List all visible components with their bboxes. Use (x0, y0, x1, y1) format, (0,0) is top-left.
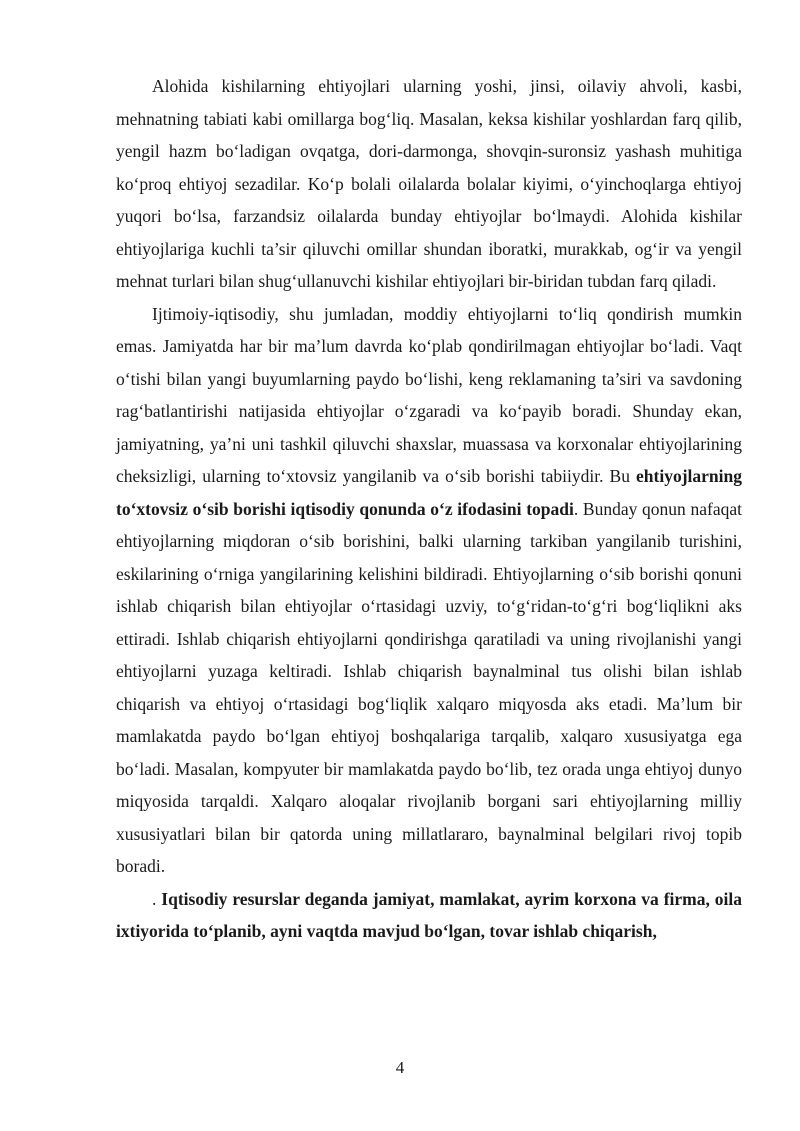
body-text (116, 70, 742, 948)
paragraph-2 (116, 298, 742, 883)
paragraph-3-prefix: . (152, 888, 162, 909)
paragraph-2-bold-statement: ehtiyojlarning to‘xtovsiz o‘sib borishi iqtisodiy qonunda o‘z ifodasini topadi (116, 466, 742, 519)
paragraph-3-bold-definition: Iqtisodiy resurslar deganda jamiyat, mamlakat, ayrim korxona va firma, oila ixtiyorida to‘planib, ayni vaqtda mavjud bo‘lgan, tovar ishlab chiqarish, (116, 888, 742, 941)
paragraph-2-text-after: . Bunday qonun nafaqat ehtiyojlarning miqdoran o‘sib borishini, balki ularning tarkiban yangilanib turishini, eskilarining o‘rniga yangilarining kelishini bildiradi. Ehtiyojlarning o‘sib borishi qonuni ishlab chiqarish bilan ehtiyojlar o‘rtasidagi uzviy, to‘g‘ridan-to‘g‘ri bog‘liqlikni aks ettiradi. Ishlab chiqarish ehtiyojlarni qondirishga qaratiladi va uning rivojlanishi yangi ehtiyojlarni yuzaga keltiradi. Ishlab chiqarish baynalminal tus olishi bilan ishlab chiqarish va ehtiyoj o‘rtasidagi bog‘liqlik xalqaro miqyosda aks etadi. Ma’lum bir mamlakatda paydo bo‘lgan ehtiyoj boshqalariga tarqalib, xalqaro xususiyatga ega bo‘ladi. Masalan, kompyuter bir mamlakatda paydo bo‘lib, tez orada unga ehtiyoj dunyo miqyosida tarqaldi. Xalqaro aloqalar rivojlanib borgani sari ehtiyojlarning milliy xususiyatlari bilan bir qatorda uning millatlararo, baynalminal belgilari rivoj topib boradi. (116, 498, 742, 876)
page-number: 4 (395, 1058, 405, 1077)
paragraph-1 (116, 70, 742, 298)
paragraph-1-text: Alohida kishilarning ehtiyojlari ularning yoshi, jinsi, oilaviy ahvoli, kasbi, mehnatning tabiati kabi omillarga bog‘liq. Masalan, keksa kishilar yoshlardan farq qilib, yengil hazm bo‘ladigan ovqatga, dori-darmonga, shovqin-suronsiz yashash muhitiga ko‘proq ehtiyoj sezadilar. Ko‘p bolali oilalarda bolalar kiyimi, o‘yinchoqlarga ehtiyoj yuqori bo‘lsa, farzandsiz oilalarda bunday ehtiyojlar bo‘lmaydi. Alohida kishilar ehtiyojlariga kuchli ta’sir qiluvchi omillar shundan iboratki, murakkab, og‘ir va yengil mehnat turlari bilan shug‘ullanuvchi kishilar ehtiyojlari bir-biridan tubdan farq qiladi. (116, 76, 742, 291)
paragraph-3 (116, 883, 742, 948)
paragraph-2-text-before: Ijtimoiy-iqtisodiy, shu jumladan, moddiy ehtiyojlarni to‘liq qondirish mumkin emas. Jamiyatda har bir ma’lum davrda ko‘plab qondirilmagan ehtiyojlar bo‘ladi. Vaqt o‘tishi bilan yangi buyumlarning paydo bo‘lishi, keng reklamaning ta’siri va savdoning rag‘batlantirishi natijasida ehtiyojlar o‘zgaradi va ko‘payib boradi. Shunday ekan, jamiyatning, ya’ni uni tashkil qiluvchi shaxslar, muassasa va korxonalar ehtiyojlarining cheksizligi, ularning to‘xtovsiz yangilanib va o‘sib borishi tabiiydir. Bu (116, 303, 742, 486)
